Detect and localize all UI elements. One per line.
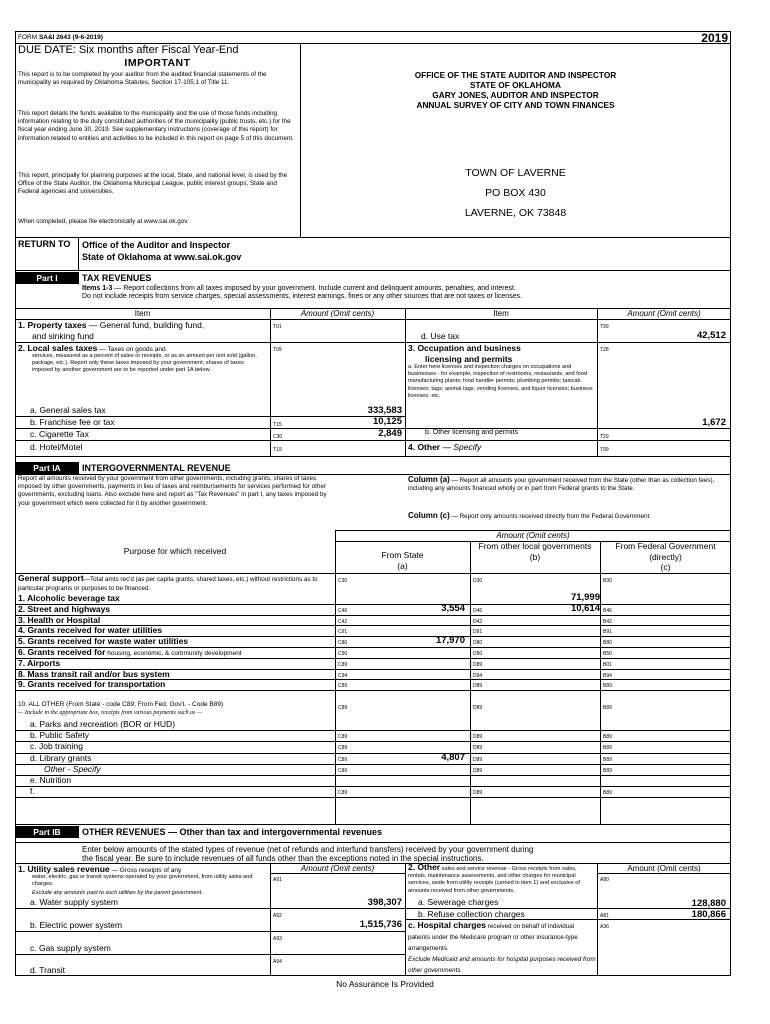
property-taxes-desc-2: and sinking fund xyxy=(32,331,94,341)
intergov-subcode-c: B89 xyxy=(603,734,612,741)
part-1a-amount-header: Amount (Omit cents) xyxy=(496,531,570,540)
column-a-sub: (a) xyxy=(397,561,408,571)
code-c30: C30 xyxy=(273,434,283,440)
divider xyxy=(470,541,471,824)
hospital-charges xyxy=(408,920,596,976)
divider xyxy=(15,786,731,787)
col-amount-right: Amount (Omit cents) xyxy=(627,309,701,318)
utility-desc: — Gross receipts of any xyxy=(109,867,182,874)
column-c-label: From Federal Government (directly) xyxy=(615,541,716,562)
form-id xyxy=(18,34,103,41)
intergov-code-b: D80 xyxy=(473,640,483,647)
intergov-code-c: B94 xyxy=(603,672,612,679)
other-sales-desc: sales and service revenue - Gross receipts from sales, rentals, maintenance assessments, and other charges for municipal services, aside from utility receipts (carried in item 1) and exclusive of amounts received from other governments. xyxy=(408,866,580,894)
electric-power-value: 1,515,736 xyxy=(359,919,402,930)
part-1b-intro-2: the fiscal year. Be sure to include revenues of all funds other than the exceptions noted in the special instructions. xyxy=(82,854,484,863)
footer-disclaimer: No Assurance Is Provided xyxy=(336,979,434,989)
intro-text: — Report collections from all taxes imposed by your government. Include current and delinquent amounts, penalties, and interest. xyxy=(112,285,516,292)
town-name: TOWN OF LAVERNE xyxy=(465,167,566,179)
intergov-value-a: 3,554 xyxy=(441,602,465,614)
intergov-row-label xyxy=(18,679,165,689)
due-date: DUE DATE: Six months after Fiscal Year-End xyxy=(18,44,239,56)
occupation-licensing: 3. Occupation and business xyxy=(408,343,521,353)
intergov-row-text: 9. Grants received for transportation xyxy=(18,679,166,690)
cigarette-tax-value: 2,849 xyxy=(378,428,402,439)
intergov-row-text: 4. Grants received for water utilities xyxy=(18,625,163,636)
part-1b-title-main: OTHER REVENUES xyxy=(82,827,166,837)
code-a91: A91 xyxy=(273,877,282,883)
form-year: 2019 xyxy=(701,31,728,45)
col-item-left: Item xyxy=(134,309,151,318)
intergov-code-c: B01 xyxy=(603,661,612,668)
intergov-code-b: D91 xyxy=(473,629,483,636)
part-1b-amount-header-left: Amount (Omit cents) xyxy=(300,864,375,873)
intro-text-2: Do not include receipts from service charges, special assessments, interest earnings, fines or any other sources that are not taxes or licenses. xyxy=(82,293,523,301)
water-supply: a. Water supply system xyxy=(30,897,119,907)
other-tax-spec: — Specify xyxy=(440,442,482,452)
divider xyxy=(335,530,336,824)
divider xyxy=(405,308,406,456)
intergov-subcode-a: C89 xyxy=(338,734,348,741)
divider xyxy=(15,237,731,238)
intergov-code-a: C94 xyxy=(338,672,348,679)
part-1b-label: Part IB xyxy=(15,826,79,838)
gas-supply: c. Gas supply system xyxy=(30,943,111,953)
franchise-fee-value: 10,125 xyxy=(372,416,402,427)
sewerage-charges: a. Sewerage charges xyxy=(418,897,499,907)
intergov-code-c: B89 xyxy=(603,683,612,690)
code-t99a: T99 xyxy=(600,324,609,330)
general-support-desc: —Total amts rec'd (as per capita grants, shared taxes, etc.) without restrictions as to particular programs or purposes to be financed. xyxy=(18,576,318,592)
occupation-body: a. Enter here licenses and inspection charges on occupations and businesses - for example, inspection of restrooms, restaurants, and food manufacturing plants; food handler permits; plumbing permits; taxicab licenses; tags; animal tags; vending licenses, and liquor licenses; business licenses; etc. xyxy=(408,364,593,399)
intergov-code-a: C91 xyxy=(338,629,348,636)
other-tax-label: 4. Other xyxy=(408,442,441,452)
code-a81: A81 xyxy=(600,913,609,919)
part-1b-intro xyxy=(82,845,533,863)
divider xyxy=(15,690,731,691)
divider xyxy=(15,764,731,765)
column-b-header xyxy=(470,541,600,562)
intergov-row-label xyxy=(18,615,100,625)
refuse-collection: b. Refuse collection charges xyxy=(418,909,525,919)
column-a-title: Column (a) xyxy=(408,475,450,484)
intergov-subcode-b: D89 xyxy=(473,756,483,763)
form-number: SA&I 2643 (9-6-2019) xyxy=(38,34,103,41)
office-title xyxy=(300,70,731,110)
return-address-line-1: Office of the Auditor and Inspector xyxy=(82,240,231,250)
intergov-subcode-a: C89 xyxy=(338,756,348,763)
local-sales-desc: — Taxes on goods and xyxy=(97,346,166,353)
column-a-label: From State xyxy=(381,550,424,560)
part-1b-amount-header-right: Amount (Omit cents) xyxy=(627,864,701,873)
column-a-instructions xyxy=(408,476,718,493)
code-d30-gs: D30 xyxy=(473,578,483,584)
intergov-code-c: B50 xyxy=(603,651,612,657)
intergov-code-b: D42 xyxy=(473,618,483,625)
intergov-code-a: C50 xyxy=(338,651,348,657)
divider xyxy=(15,954,405,955)
intergov-subcode-b: D89 xyxy=(473,734,483,741)
divider xyxy=(15,730,731,731)
intergov-subrow-label: e. Nutrition xyxy=(30,775,72,785)
intergov-subcode-a: C89 xyxy=(338,790,348,797)
code-t29: T29 xyxy=(600,434,609,440)
intergov-row-text: 8. Mass transit rail and/or bus system xyxy=(18,668,170,679)
other-licensing: b. Other licensing and permits xyxy=(425,429,518,436)
column-c-instructions xyxy=(408,512,718,521)
water-supply-value: 398,307 xyxy=(367,897,402,908)
col-amount-left: Amount (Omit cents) xyxy=(300,309,375,318)
divider xyxy=(597,873,731,874)
intergov-row-label xyxy=(18,669,170,679)
intergov-row-label xyxy=(18,647,242,657)
divider xyxy=(15,775,731,776)
local-sales-body: services, measured as a percent of sales or receipts, or as an amount per unit sold (gallon, package, etc.). Report only these taxes imposed by your government; shares of taxes imposed by another government are to be reported under part 1A below. xyxy=(32,353,257,374)
divider xyxy=(270,863,271,976)
office-line-3: GARY JONES, AUDITOR AND INSPECTOR xyxy=(432,90,599,100)
utility-note: Exclude any amounts paid to such utilities by the parent government. xyxy=(32,890,203,896)
address-block xyxy=(300,163,731,223)
intergov-row-subtext: housing, economic, & community development xyxy=(105,650,242,657)
intergov-code-a: C80 xyxy=(338,640,348,647)
purpose-header: Purpose for which received xyxy=(123,546,227,556)
po-box: PO BOX 430 xyxy=(485,187,546,199)
return-to-label: RETURN TO xyxy=(18,239,71,249)
intergov-subcode-a: C89 xyxy=(338,767,348,774)
part-1a-instructions: Report all amounts received by your government from other governments, including grants, shares of taxes imposed by other governments, payments in lieu of taxes and reimbursements for services performed for other governments, excluding loans. Also exclude here and report as "Tax Revenues" in part I, any taxes imposed by your government which were collected for it by another government. xyxy=(18,475,327,507)
intergov-row-label xyxy=(18,636,188,646)
code-t15: T15 xyxy=(273,422,282,428)
code-t09: T09 xyxy=(273,347,282,353)
code-a94: A94 xyxy=(273,959,282,965)
utility-body: water, electric, gas or transit systems operated by your government, from utility sales and charges. xyxy=(32,874,253,888)
return-address-line-2: State of Oklahoma at www.sai.ok.gov xyxy=(82,252,242,262)
divider xyxy=(15,456,731,457)
occupation-value: 1,672 xyxy=(702,417,726,428)
divider xyxy=(15,931,405,932)
electric-power: b. Electric power system xyxy=(30,920,123,930)
intergov-row-text: 5. Grants received for waste water utilities xyxy=(18,636,189,647)
city-state-zip: LAVERNE, OK 73848 xyxy=(464,207,567,219)
intergov-value-a: 17,970 xyxy=(435,635,465,647)
utility-sales-revenue xyxy=(18,864,181,874)
code-d89-ao: D89 xyxy=(473,705,483,711)
intergov-subrow-label: f. xyxy=(30,786,35,797)
use-tax-value: 42,512 xyxy=(696,330,726,341)
intergov-row-label xyxy=(18,658,60,668)
cigarette-tax: c. Cigarette Tax xyxy=(30,429,89,439)
divider xyxy=(15,741,731,742)
code-t28: T28 xyxy=(600,347,609,353)
property-taxes-desc: — General fund, building fund, xyxy=(86,320,205,330)
intergov-row-text: 1. Alcoholic beverage tax xyxy=(18,593,120,603)
intergov-code-c: B46 xyxy=(603,607,612,614)
code-b30-gs: B30 xyxy=(603,578,612,584)
divider xyxy=(15,797,731,798)
other-tax xyxy=(408,442,481,452)
code-t19: T19 xyxy=(273,447,282,453)
other-sales-service xyxy=(408,864,596,895)
intergov-subcode-c: B89 xyxy=(603,745,612,752)
form-prefix: FORM xyxy=(18,34,38,41)
code-a92: A92 xyxy=(273,913,282,919)
divider xyxy=(15,842,731,843)
code-t01: T01 xyxy=(273,324,282,330)
intergov-subcode-c: B89 xyxy=(603,767,612,774)
intergov-code-a: C89 xyxy=(338,661,348,668)
general-support xyxy=(18,574,333,593)
intro-paragraph-1: This report is to be completed by your auditor from the audited financial statements of the municipality as required by Oklahoma Statutes, Section 17-105.1 of Title 11. xyxy=(18,71,267,87)
intergov-code-b: D94 xyxy=(473,672,483,679)
intergov-subvalue-a: 4,807 xyxy=(441,751,465,763)
code-c89-ao: C89 xyxy=(338,705,348,711)
column-c-header xyxy=(600,541,731,573)
franchise-fee: b. Franchise fee or tax xyxy=(30,417,115,427)
transit: d. Transit xyxy=(30,965,65,975)
part-1-label: Part I xyxy=(15,272,79,284)
hotel-motel-tax: d. Hotel/Motel xyxy=(30,442,83,452)
col-item-right: Item xyxy=(493,309,509,318)
hospital-charges-note: Exclude Medicaid and amounts for hospital purposes received from other governments. xyxy=(408,956,596,974)
local-sales-label: 2. Local sales taxes xyxy=(18,343,98,353)
divider xyxy=(270,873,405,874)
intergov-subrow-label: d. Library grants xyxy=(30,752,92,763)
intergov-subcode-c: B89 xyxy=(603,790,612,797)
intergov-row-text: 3. Health or Hospital xyxy=(18,614,101,625)
column-a-header xyxy=(335,550,470,572)
important-heading: IMPORTANT xyxy=(124,57,191,69)
column-b-sub: (b) xyxy=(529,551,541,562)
part-1-title: TAX REVENUES xyxy=(82,273,152,283)
office-line-1: OFFICE OF THE STATE AUDITOR AND INSPECTOR xyxy=(414,70,617,80)
sewerage-charges-value: 128,880 xyxy=(691,898,726,909)
intergov-row-label xyxy=(18,625,162,635)
intergov-subrow-label: c. Job training xyxy=(30,741,83,752)
property-taxes-label: 1. Property taxes xyxy=(18,320,87,330)
divider xyxy=(15,615,731,616)
intergov-subcode-b: D89 xyxy=(473,790,483,797)
intergov-subcode-a: C89 xyxy=(338,745,348,752)
column-c-text: — Report only amounts received directly from the Federal Government. xyxy=(449,513,652,520)
column-b-label: From other local governments xyxy=(478,541,592,551)
refuse-collection-value: 180,866 xyxy=(691,909,726,920)
items-ref: Items 1-3 xyxy=(82,285,113,292)
divider xyxy=(600,541,601,824)
intergov-subcode-c: B89 xyxy=(603,756,612,763)
intergov-code-b: D46 xyxy=(473,607,483,614)
intergov-subcode-b: D89 xyxy=(473,745,483,752)
intergov-code-b: D89 xyxy=(473,683,483,690)
divider xyxy=(15,824,731,825)
intergov-code-c: B80 xyxy=(603,640,612,647)
intergov-subrow-label: b. Public Safety xyxy=(30,730,90,741)
intergov-value-b: 10,614 xyxy=(570,602,600,614)
part-1b-title-rest: — Other than tax and intergovernmental revenues xyxy=(165,827,383,837)
intergov-row-label xyxy=(18,593,120,603)
all-other-note: — Include in the appropriate box, receipts from various payments such as — xyxy=(18,710,203,716)
intergov-code-a: C42 xyxy=(338,618,348,625)
intergov-value-b: 71,999 xyxy=(570,592,600,603)
part-1b-title xyxy=(82,827,382,837)
utility-label: 1. Utility sales revenue xyxy=(18,864,110,874)
divider xyxy=(270,308,271,456)
office-line-4: ANNUAL SURVEY OF CITY AND TOWN FINANCES xyxy=(416,100,615,110)
other-sales-label: 2. Other xyxy=(408,862,441,872)
general-sales-tax-value: 333,583 xyxy=(367,405,402,416)
occupation-licensing-2: licensing and permits xyxy=(425,354,513,364)
intergov-row-text: 6. Grants received for xyxy=(18,647,106,657)
intro-paragraph-4: When completed, please file electronically at www.sai.ok.gov. xyxy=(18,218,189,225)
intergov-subrow-label: Other - Specify xyxy=(44,763,101,774)
part-1a-label: Part IA xyxy=(15,462,79,474)
hospital-charges-desc: received on behalf of individual patients under the Medicare program or other insurance-type arrangements. xyxy=(408,923,578,952)
code-t99b: T99 xyxy=(600,447,609,453)
intergov-subcode-b: D89 xyxy=(473,767,483,774)
intro-paragraph-3: This report, principally for planning purposes at the local, State, and national level, is used by the Office of the State Auditor, the Oklahoma Municipal League, public interest groups, State and Federal agencies and universities. xyxy=(18,172,288,196)
column-c-sub: (c) xyxy=(660,562,671,572)
code-a36: A36 xyxy=(600,924,609,930)
divider xyxy=(405,440,731,441)
intergov-row-text: 2. Street and highways xyxy=(18,603,111,614)
code-a93: A93 xyxy=(273,936,282,942)
intergov-code-b: D89 xyxy=(473,661,483,668)
intergov-row-text: 7. Airports xyxy=(18,657,61,668)
property-taxes xyxy=(18,320,204,330)
intergov-code-c: B42 xyxy=(603,618,612,625)
divider xyxy=(597,308,598,456)
column-a-text: — Report all amounts your government received from the State (other than as collection fees), including any amounts financed wholly or in part from Federal grants to the State. xyxy=(408,477,715,493)
general-sales-tax: a. General sales tax xyxy=(30,405,106,415)
intergov-code-a: C89 xyxy=(338,683,348,690)
intergov-code-c: B91 xyxy=(603,629,612,636)
column-c-title: Column (c) xyxy=(408,511,450,520)
intergov-row-label xyxy=(18,604,110,614)
intergov-code-a: C46 xyxy=(338,607,348,614)
general-support-label: General support xyxy=(18,573,84,583)
part-1a-title: INTERGOVERNMENTAL REVENUE xyxy=(82,463,231,473)
divider xyxy=(15,440,405,441)
divider xyxy=(15,658,731,659)
divider xyxy=(78,237,79,270)
code-c30-gs: C30 xyxy=(338,578,348,584)
hospital-charges-label: c. Hospital charges xyxy=(408,920,486,930)
code-a80: A80 xyxy=(600,877,609,883)
intro-paragraph-2: This report details the funds available to the municipality and the use of those funds including information relating to the duty constituted authorities of the municipality (public trusts, etc.) for the fiscal year ending June 30, 2019. See supplementary instructions (coverage of this report) for information related to entities and activities to be included in this report on page 5 of this document. xyxy=(18,110,294,142)
return-address xyxy=(82,239,241,263)
office-line-2: STATE OF OKLAHOMA xyxy=(470,80,561,90)
intergov-subrow-label: a. Parks and recreation (BOR or HUD) xyxy=(30,719,176,729)
divider xyxy=(15,270,731,271)
part-1b-intro-1: Enter below amounts of the stated types of revenue (net of refunds and interfund transfers) received by your government during xyxy=(82,845,534,854)
use-tax: d. Use tax xyxy=(421,331,460,341)
intergov-code-b: D50 xyxy=(473,651,483,657)
part-1-intro xyxy=(82,285,522,301)
code-b89-ao: B89 xyxy=(603,705,612,711)
all-other: 10. ALL OTHER (From State - code C89; From Fed. Gov't. - Code B89) xyxy=(18,701,224,708)
